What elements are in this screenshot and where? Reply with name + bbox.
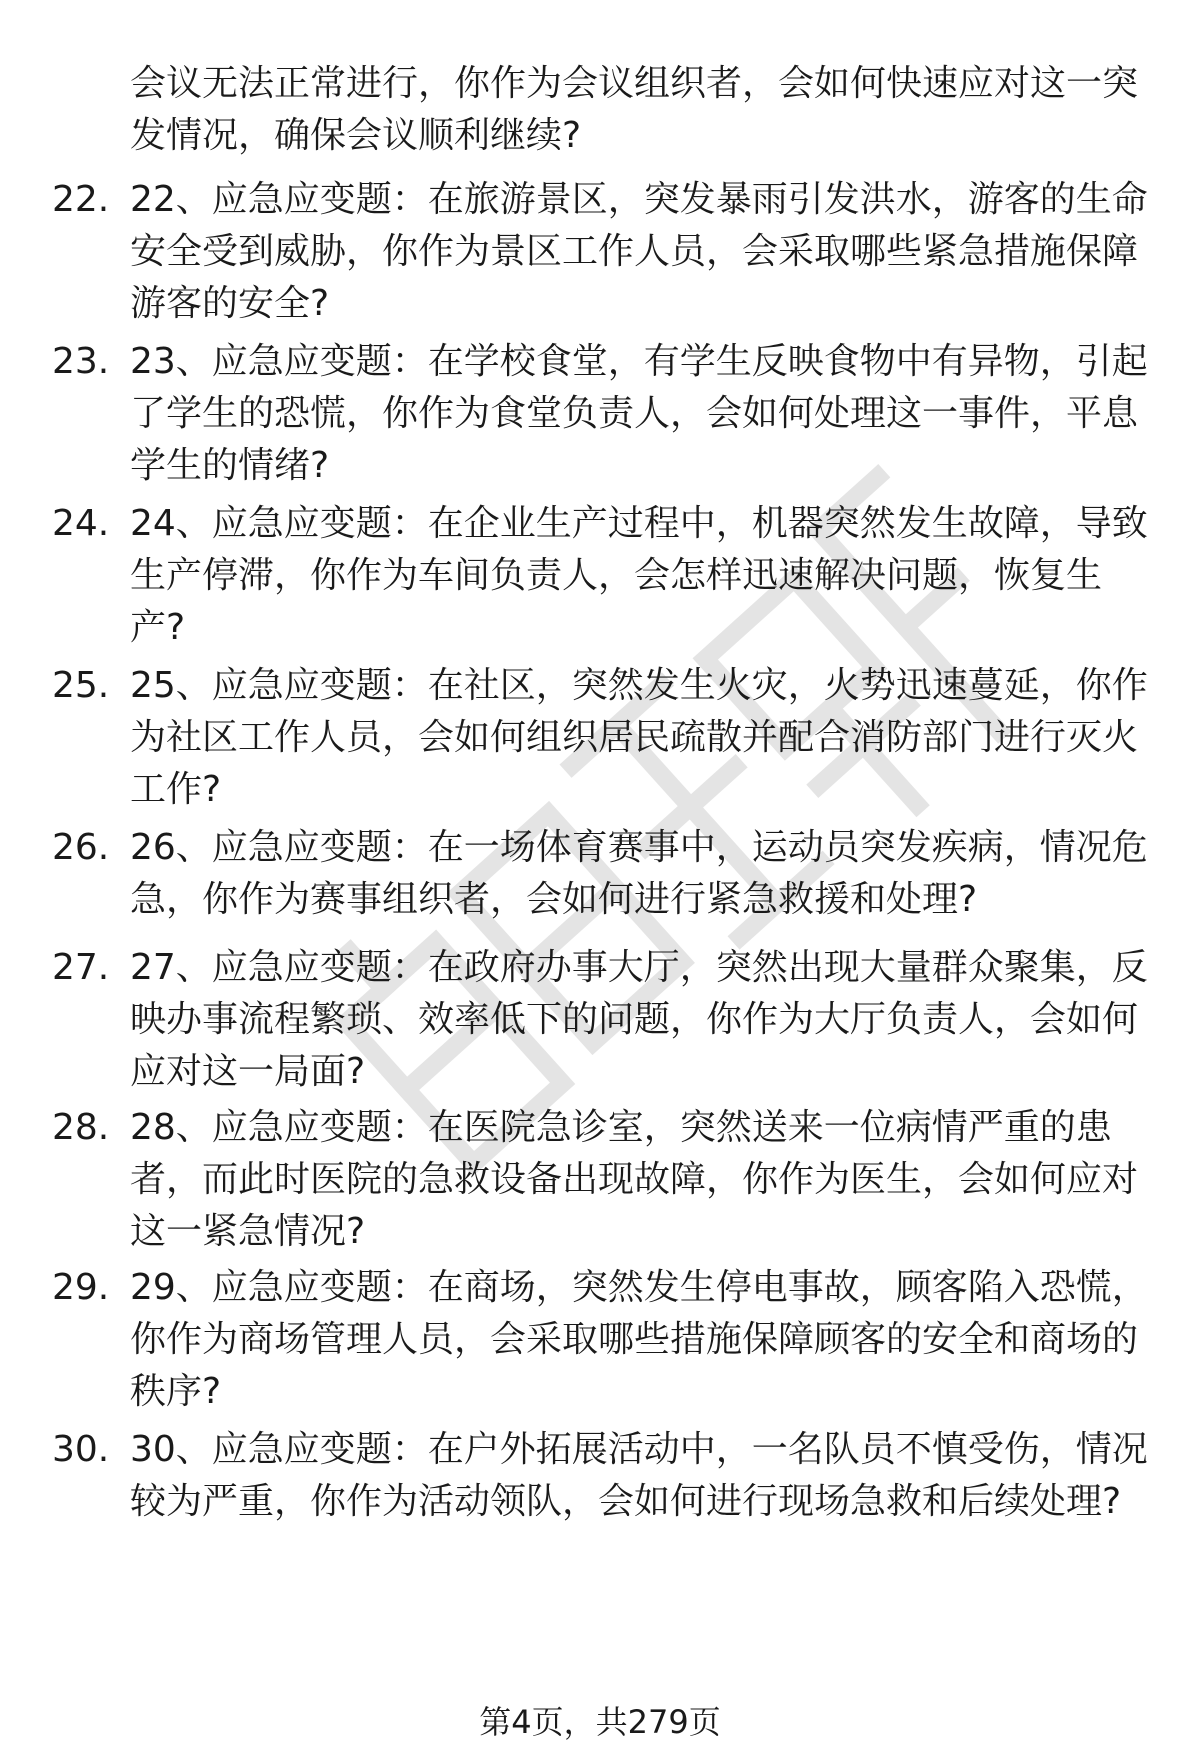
item-number: 29. [52,1267,110,1308]
item-number: 28. [52,1107,110,1148]
item-number: 23. [52,341,110,382]
item-number: 30. [52,1429,110,1470]
item-text: 26、应急应变题：在一场体育赛事中，运动员突发疾病，情况危 急，你作为赛事组织者，会如何进行紧急救援和处理? [130,827,1148,920]
item-text: 22、应急应变题：在旅游景区，突发暴雨引发洪水，游客的生命 安全受到威胁，你作为景区工作人员，会采取哪些紧急措施保障 游客的安全? [130,179,1148,324]
item-number: 26. [52,827,110,868]
item-number: 27. [52,947,110,988]
item-number: 24. [52,503,110,544]
lead-paragraph: 会议无法正常进行，你作为会议组织者，会如何快速应对这一突 发情况，确保会议顺利继续? [130,63,1139,156]
item-text: 28、应急应变题：在医院急诊室，突然送来一位病情严重的患 者，而此时医院的急救设备出现故障，你作为医生，会如何应对 这一紧急情况? [130,1107,1139,1252]
item-number: 25. [52,665,110,706]
item-text: 30、应急应变题：在户外拓展活动中，一名队员不慎受伤，情况 较为严重，你作为活动领队，会如何进行现场急救和后续处理? [130,1429,1148,1522]
item-text: 25、应急应变题：在社区，突然发生火灾，火势迅速蔓延，你作 为社区工作人员，会如何组织居民疏散并配合消防部门进行灭火 工作? [130,665,1148,810]
item-text: 24、应急应变题：在企业生产过程中，机器突然发生故障，导致 生产停滞，你作为车间负责人，会怎样迅速解决问题，恢复生 产? [130,503,1148,648]
item-number: 22. [52,179,110,220]
item-text: 27、应急应变题：在政府办事大厅，突然出现大量群众聚集，反 映办事流程繁琐、效率低下的问题，你作为大厅负责人，会如何 应对这一局面? [130,947,1148,1092]
item-text: 29、应急应变题：在商场，突然发生停电事故，顾客陷入恐慌， 你作为商场管理人员，会采取哪些措施保障顾客的安全和商场的 秩序? [130,1267,1148,1412]
item-text: 23、应急应变题：在学校食堂，有学生反映食物中有异物，引起 了学生的恐慌，你作为食堂负责人，会如何处理这一事件，平息 学生的情绪? [130,341,1148,486]
page-footer: 第4页，共279页 [479,1703,721,1741]
